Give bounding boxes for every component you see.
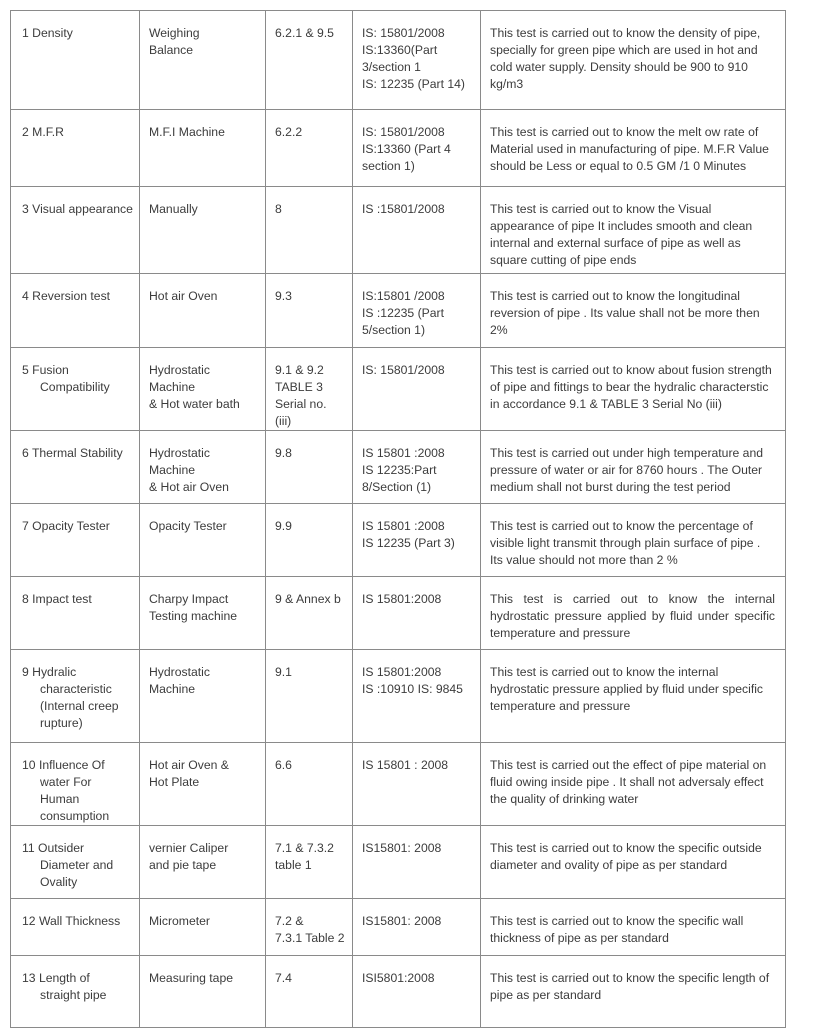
cell-equipment <box>140 899 266 956</box>
test-name-text: 3 Visual appearance <box>22 202 133 216</box>
cell-standard <box>353 11 481 110</box>
description-text: This test is carried out under high temperature and pressure of water or air for 8760 hours . The Outer medium shall not burst during the test period <box>490 446 764 494</box>
standard-text: IS: 15801/2008 <box>362 363 445 377</box>
cell-standard <box>353 274 481 348</box>
cell-description <box>481 187 786 274</box>
cell-standard <box>353 577 481 650</box>
test-name-text: 5 Fusion Compatibility <box>22 363 110 394</box>
test-name-text: 10 Influence Of water For Human consumption <box>22 758 110 823</box>
cell-equipment <box>140 11 266 110</box>
cell-test-name <box>11 274 140 348</box>
cell-clause <box>266 826 353 899</box>
cell-test-name <box>11 348 140 431</box>
clause-text: 6.2.2 <box>275 125 303 139</box>
cell-clause <box>266 187 353 274</box>
cell-test-name <box>11 899 140 956</box>
equipment-text: Opacity Tester <box>149 519 227 533</box>
cell-standard <box>353 743 481 826</box>
equipment-text: Hot air Oven <box>149 289 218 303</box>
cell-clause <box>266 577 353 650</box>
table-row <box>11 650 786 743</box>
description-text: This test is carried out to know the Visual appearance of pipe It includes smooth and clean internal and external surface of pipe as well as square cutting of pipe ends <box>490 202 753 267</box>
clause-text: 9.8 <box>275 446 292 460</box>
cell-clause <box>266 11 353 110</box>
standard-text: IS :15801/2008 <box>362 202 445 216</box>
equipment-text: Hydrostatic Machine <box>149 665 210 696</box>
cell-test-name <box>11 431 140 504</box>
equipment-text: Manually <box>149 202 198 216</box>
cell-equipment <box>140 956 266 1028</box>
standard-text: IS 15801:2008 IS :10910 IS: 9845 <box>362 665 463 696</box>
description-text: This test is carried out to know about fusion strength of pipe and fittings to bear the hydralic characterstic in accordance 9.1 & TABLE 3 Serial No (iii) <box>490 363 772 411</box>
clause-text: 9.1 <box>275 665 292 679</box>
test-name-text: 12 Wall Thickness <box>22 914 121 928</box>
cell-test-name <box>11 650 140 743</box>
clause-text: 9 & Annex b <box>275 592 341 606</box>
clause-text: 7.4 <box>275 971 292 985</box>
standard-text: IS 15801 : 2008 <box>362 758 449 772</box>
table-row <box>11 348 786 431</box>
description-text: This test is carried out to know the specific length of pipe as per standard <box>490 971 770 1002</box>
clause-text: 9.1 & 9.2 TABLE 3 Serial no. (iii) <box>275 363 327 428</box>
test-name-text: 4 Reversion test <box>22 289 111 303</box>
table-row <box>11 274 786 348</box>
cell-standard <box>353 650 481 743</box>
standard-text: IS15801: 2008 <box>362 841 442 855</box>
description-text: This test is carried out to know the internal hydrostatic pressure applied by fluid under specific temperature and pressure <box>490 665 764 713</box>
clause-text: 6.2.1 & 9.5 <box>275 26 334 40</box>
cell-equipment <box>140 743 266 826</box>
cell-equipment <box>140 504 266 577</box>
cell-test-name <box>11 577 140 650</box>
cell-clause <box>266 899 353 956</box>
standard-text: IS 15801 :2008 IS 12235:Part 8/Section (1) <box>362 446 445 494</box>
cell-test-name <box>11 504 140 577</box>
standard-text: IS 15801 :2008 IS 12235 (Part 3) <box>362 519 455 550</box>
table-row <box>11 743 786 826</box>
table-row <box>11 826 786 899</box>
cell-description <box>481 348 786 431</box>
cell-standard <box>353 504 481 577</box>
standard-text: IS: 15801/2008 IS:13360 (Part 4 section 1) <box>362 125 451 173</box>
cell-clause <box>266 956 353 1028</box>
cell-test-name <box>11 187 140 274</box>
clause-text: 9.3 <box>275 289 292 303</box>
cell-equipment <box>140 274 266 348</box>
test-name-text: 9 Hydralic characteristic (Internal creep rupture) <box>22 665 119 730</box>
cell-description <box>481 11 786 110</box>
cell-equipment <box>140 187 266 274</box>
cell-equipment <box>140 826 266 899</box>
cell-clause <box>266 431 353 504</box>
table-row <box>11 187 786 274</box>
cell-standard <box>353 899 481 956</box>
equipment-text: M.F.I Machine <box>149 125 225 139</box>
cell-clause <box>266 348 353 431</box>
cell-equipment <box>140 431 266 504</box>
cell-test-name <box>11 743 140 826</box>
cell-equipment <box>140 348 266 431</box>
cell-standard <box>353 110 481 187</box>
cell-test-name <box>11 110 140 187</box>
cell-description <box>481 826 786 899</box>
clause-text: 6.6 <box>275 758 292 772</box>
test-name-text: 8 Impact test <box>22 592 92 606</box>
equipment-text: Hydrostatic Machine & Hot air Oven <box>149 446 229 494</box>
clause-text: 7.1 & 7.3.2 table 1 <box>275 841 334 872</box>
cell-description <box>481 899 786 956</box>
standard-text: IS 15801:2008 <box>362 592 442 606</box>
description-text: This test is carried out to know the internal hydrostatic pressure applied by fluid under specific temperature and pressure <box>490 592 775 640</box>
table-row <box>11 431 786 504</box>
description-text: This test is carried out to know the melt ow rate of Material used in manufacturing of pipe. M.F.R Value should be Less or equal to 0.5 GM /1 0 Minutes <box>490 125 769 173</box>
table-row <box>11 504 786 577</box>
table-row <box>11 577 786 650</box>
description-text: This test is carried out to know the specific wall thickness of pipe as per standard <box>490 914 744 945</box>
table-row <box>11 899 786 956</box>
cell-description <box>481 431 786 504</box>
cell-equipment <box>140 577 266 650</box>
test-name-text: 1 Density <box>22 26 73 40</box>
equipment-text: vernier Caliper and pie tape <box>149 841 229 872</box>
cell-standard <box>353 826 481 899</box>
description-text: This test is carried out to know the specific outside diameter and ovality of pipe as per standard <box>490 841 762 872</box>
cell-clause <box>266 743 353 826</box>
cell-clause <box>266 650 353 743</box>
table-row <box>11 11 786 110</box>
equipment-text: Hot air Oven & Hot Plate <box>149 758 229 789</box>
equipment-text: Micrometer <box>149 914 210 928</box>
description-text: This test is carried out to know the longitudinal reversion of pipe . Its value shall not be more then 2% <box>490 289 760 337</box>
clause-text: 7.2 & 7.3.1 Table 2 <box>275 914 345 945</box>
cell-equipment <box>140 650 266 743</box>
description-text: This test is carried out the effect of pipe material on fluid owing inside pipe . It shall not adversaly effect the quality of drinking water <box>490 758 767 806</box>
cell-description <box>481 110 786 187</box>
test-name-text: 11 Outsider Diameter and Ovality <box>22 841 114 889</box>
clause-text: 9.9 <box>275 519 292 533</box>
standard-text: IS: 15801/2008 IS:13360(Part 3/section 1 IS: 12235 (Part 14) <box>362 26 465 91</box>
cell-description <box>481 650 786 743</box>
cell-clause <box>266 504 353 577</box>
test-name-text: 13 Length of straight pipe <box>22 971 107 1002</box>
description-text: This test is carried out to know the density of pipe, specially for green pipe which are used in hot and cold water supply. Density should be 900 to 910 kg/m3 <box>490 26 761 91</box>
cell-description <box>481 577 786 650</box>
cell-description <box>481 504 786 577</box>
equipment-text: Charpy Impact Testing machine <box>149 592 238 623</box>
cell-description <box>481 743 786 826</box>
description-text: This test is carried out to know the percentage of visible light transmit through plain surface of pipe . Its value should not more than 2 % <box>490 519 761 567</box>
equipment-text: Weighing Balance <box>149 26 200 57</box>
standard-text: IS:15801 /2008 IS :12235 (Part 5/section 1) <box>362 289 445 337</box>
cell-standard <box>353 956 481 1028</box>
cell-test-name <box>11 956 140 1028</box>
test-name-text: 2 M.F.R <box>22 125 64 139</box>
test-name-text: 7 Opacity Tester <box>22 519 110 533</box>
cell-clause <box>266 110 353 187</box>
cell-description <box>481 956 786 1028</box>
cell-clause <box>266 274 353 348</box>
test-table <box>10 10 786 1028</box>
cell-standard <box>353 431 481 504</box>
cell-standard <box>353 187 481 274</box>
cell-description <box>481 274 786 348</box>
equipment-text: Hydrostatic Machine & Hot water bath <box>149 363 240 411</box>
cell-equipment <box>140 110 266 187</box>
equipment-text: Measuring tape <box>149 971 234 985</box>
table-row <box>11 110 786 187</box>
cell-test-name <box>11 11 140 110</box>
standard-text: IS15801: 2008 <box>362 914 442 928</box>
standard-text: ISI5801:2008 <box>362 971 435 985</box>
table-row <box>11 956 786 1028</box>
test-table-body <box>11 11 786 1028</box>
clause-text: 8 <box>275 202 282 216</box>
test-name-text: 6 Thermal Stability <box>22 446 123 460</box>
cell-test-name <box>11 826 140 899</box>
cell-standard <box>353 348 481 431</box>
